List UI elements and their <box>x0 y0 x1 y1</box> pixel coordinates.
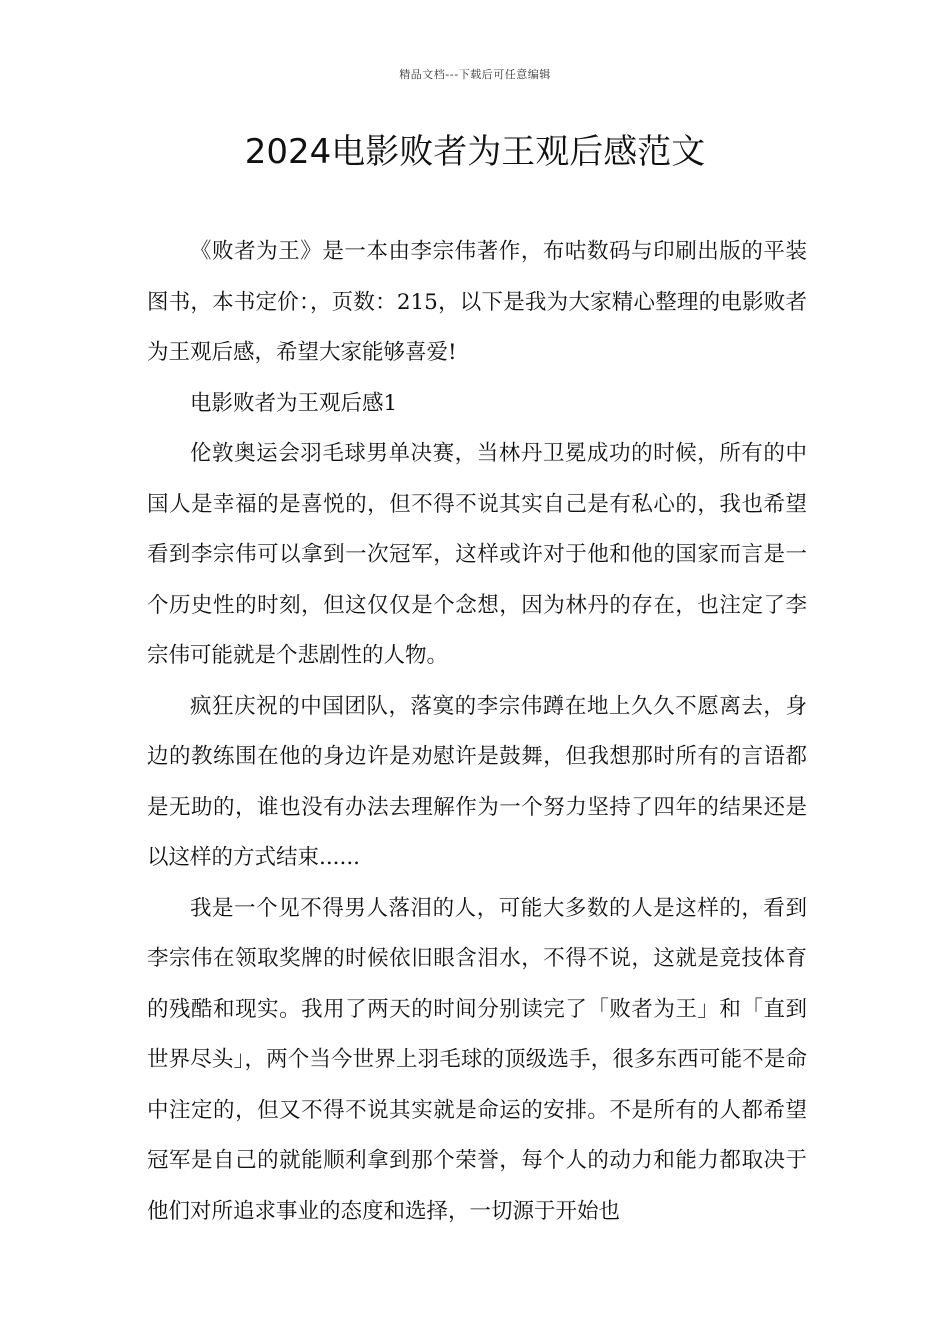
paragraph: 伦敦奥运会羽毛球男单决赛，当林丹卫冕成功的时候，所有的中国人是幸福的是喜悦的，但不得不说其实自己是有私心的，我也希望看到李宗伟可以拿到一次冠军，这样或许对于他和他的国家而言是一个历史性的时刻，但这仅仅是个念想，因为林丹的存在，也注定了李宗伟可能就是个悲剧性的人物。 <box>147 441 807 668</box>
paragraph: 疯狂庆祝的中国团队，落寞的李宗伟蹲在地上久久不愿离去，身边的教练围在他的身边许是劝慰许是鼓舞，但我想那时所有的言语都是无助的，谁也没有办法去理解作为一个努力坚持了四年的结果还是以这样的方式结束...... <box>147 693 807 870</box>
section-heading: 电影败者为王观后感1 <box>190 390 398 416</box>
document-title: 2024电影败者为王观后感范文 <box>244 132 706 172</box>
paragraph-intro: 《败者为王》是一本由李宗伟著作，布咕数码与印刷出版的平装图书，本书定价：，页数：215，以下是我为大家精心整理的电影败者为王观后感，希望大家能够喜爱! <box>147 239 807 365</box>
document-body <box>147 227 807 1237</box>
paragraph: 我是一个见不得男人落泪的人，可能大多数的人是这样的，看到李宗伟在领取奖牌的时候依旧眼含泪水，不得不说，这就是竞技体育的残酷和现实。我用了两天的时间分别读完了「败者为王」和「直到世界尽头」，两个当今世界上羽毛球的顶级选手，很多东西可能不是命中注定的，但又不得不说其实就是命运的安排。不是所有的人都希望冠军是自己的就能顺利拿到那个荣誉，每个人的动力和能力都取决于他们对所追求事业的态度和选择，一切源于开始也 <box>147 895 807 1224</box>
header-note: 精品文档---下载后可任意编辑 <box>399 68 551 81</box>
